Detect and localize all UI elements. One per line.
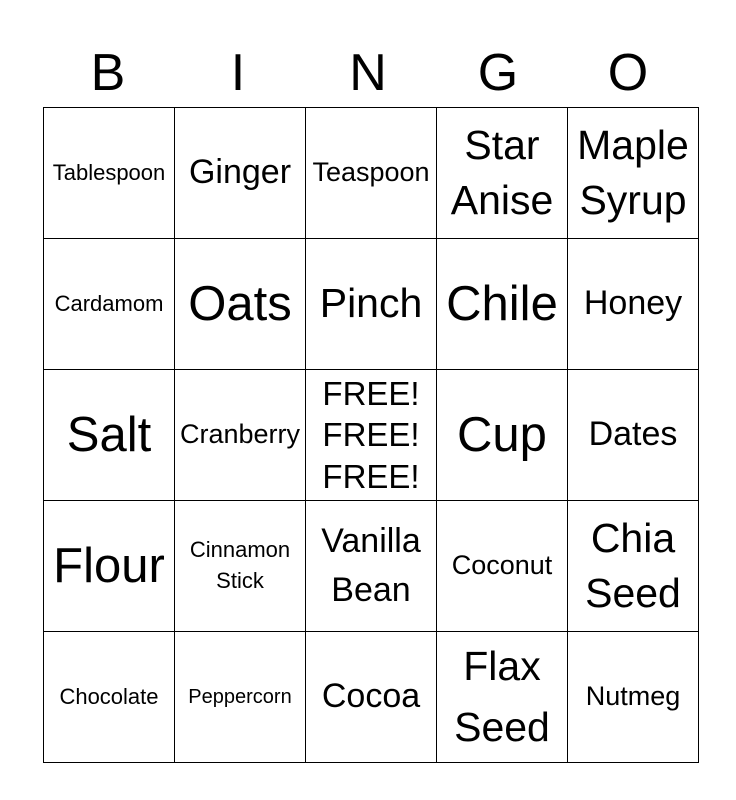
cell-label: Nutmeg bbox=[585, 681, 681, 712]
cell-label: Chile bbox=[446, 276, 558, 331]
bingo-cell[interactable] bbox=[437, 501, 568, 632]
board-row bbox=[44, 239, 699, 370]
cell-label: Vanilla Bean bbox=[321, 522, 421, 609]
bingo-cell[interactable] bbox=[44, 501, 175, 632]
bingo-cell[interactable] bbox=[437, 370, 568, 501]
header-letter-o: O bbox=[607, 44, 649, 102]
cell-label: Cocoa bbox=[321, 677, 421, 716]
bingo-cell[interactable] bbox=[175, 501, 306, 632]
bingo-cell[interactable] bbox=[437, 632, 568, 763]
bingo-cell[interactable] bbox=[175, 108, 306, 239]
cell-label: Peppercorn bbox=[188, 685, 292, 708]
bingo-header bbox=[43, 40, 693, 106]
board-row bbox=[44, 108, 699, 239]
header-letter-b: B bbox=[90, 44, 126, 102]
cell-label: Cup bbox=[457, 407, 547, 462]
bingo-cell[interactable] bbox=[437, 239, 568, 370]
bingo-cell[interactable] bbox=[44, 370, 175, 501]
bingo-cell[interactable] bbox=[568, 632, 699, 763]
cell-label: Ginger bbox=[188, 153, 292, 192]
bingo-cell[interactable] bbox=[44, 239, 175, 370]
bingo-cell[interactable] bbox=[568, 239, 699, 370]
cell-label: Flax Seed bbox=[454, 642, 550, 750]
cell-label: Chia Seed bbox=[585, 514, 681, 616]
cell-label: Cardamom bbox=[54, 291, 164, 317]
header-letter-i: I bbox=[230, 44, 246, 102]
cell-label: Oats bbox=[188, 276, 292, 331]
board-row bbox=[44, 632, 699, 763]
header-letter-g: G bbox=[477, 44, 519, 102]
board-row bbox=[44, 501, 699, 632]
header-letter-n: N bbox=[349, 44, 387, 102]
bingo-cell[interactable] bbox=[437, 108, 568, 239]
bingo-cell[interactable] bbox=[568, 370, 699, 501]
board-row bbox=[44, 370, 699, 501]
bingo-cell[interactable] bbox=[306, 108, 437, 239]
bingo-cell[interactable] bbox=[175, 632, 306, 763]
bingo-cell[interactable] bbox=[306, 501, 437, 632]
bingo-cell[interactable] bbox=[175, 370, 306, 501]
cell-label: Maple Syrup bbox=[577, 121, 689, 223]
bingo-cell[interactable] bbox=[306, 632, 437, 763]
bingo-board bbox=[43, 107, 699, 763]
cell-label: Coconut bbox=[451, 550, 553, 581]
bingo-cell[interactable] bbox=[44, 632, 175, 763]
cell-label: Pinch bbox=[319, 280, 423, 327]
bingo-cell[interactable] bbox=[306, 239, 437, 370]
cell-label: Cranberry bbox=[179, 419, 301, 450]
cell-label: Chocolate bbox=[59, 684, 159, 710]
cell-label: Cinnamon Stick bbox=[189, 537, 291, 593]
free-space-label: FREE! FREE! FREE! bbox=[322, 375, 420, 495]
bingo-cell[interactable] bbox=[175, 239, 306, 370]
bingo-cell[interactable] bbox=[568, 501, 699, 632]
bingo-cell[interactable] bbox=[568, 108, 699, 239]
cell-label: Honey bbox=[583, 284, 683, 323]
cell-label: Teaspoon bbox=[312, 157, 430, 188]
cell-label: Salt bbox=[66, 407, 152, 462]
cell-label: Star Anise bbox=[450, 121, 554, 223]
cell-label: Flour bbox=[53, 538, 165, 593]
free-space-cell[interactable] bbox=[306, 370, 437, 501]
cell-label: Tablespoon bbox=[52, 160, 166, 186]
bingo-cell[interactable] bbox=[44, 108, 175, 239]
cell-label: Dates bbox=[588, 415, 678, 454]
